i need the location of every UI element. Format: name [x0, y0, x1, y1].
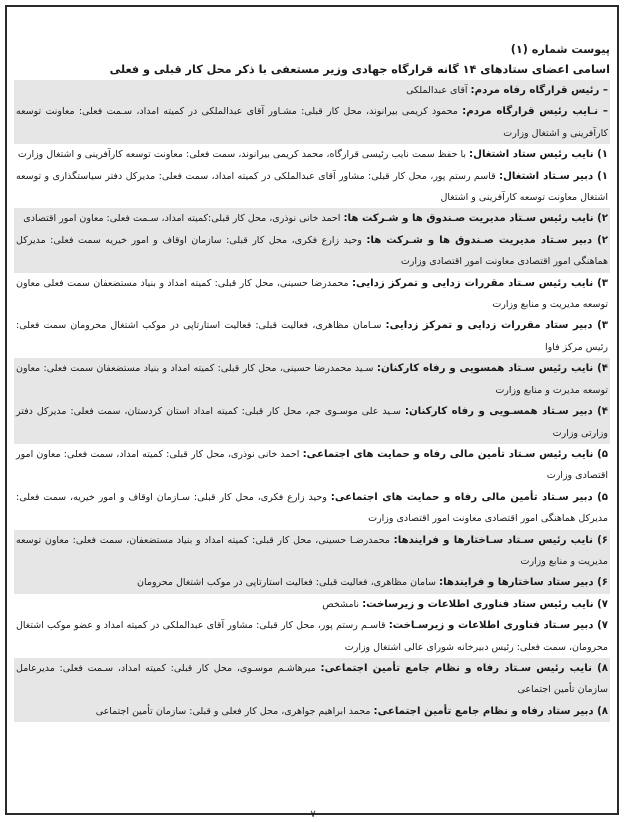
entry-label: ۶) دبیر ستاد ساختارها و فرایندها: — [439, 577, 608, 589]
list-item — [14, 530, 610, 573]
list-item — [14, 615, 610, 658]
entry-label: ۲) دبیر سـتاد مدیریت صـندوق ها و شـرکت ها: — [366, 234, 608, 246]
entry-text: احمد خانی نوذری، محل کار قبلی: کمیته امداد، سمت فعلی: معاون امور اقتصادی وزارت — [16, 448, 608, 482]
appendix-title: پیوست شماره (۱) — [510, 43, 610, 56]
entry-label: ۸) دبیر ستاد رفاه و نظام جامع تأمین اجتماعی: — [373, 705, 608, 717]
entry-label: ۴) دبیر سـتاد همسـویی و رفاه کارکنان: — [404, 406, 608, 418]
list-item — [14, 658, 610, 701]
list-item — [14, 487, 610, 530]
entry-text: احمد خانی نوذری، محل کار قبلی:کمیته امداد، سـمت فعلی: معاون امور اقتصادی — [23, 213, 344, 225]
entry-text: محمد ابراهیم جواهری، محل کار فعلی و قبلی: سازمان تأمین اجتماعی — [95, 705, 374, 717]
list-item — [14, 230, 610, 273]
list-item — [14, 208, 610, 229]
entry-text: وحید زارع فکری، محل کار قبلی: سـازمان اوقاف و امور خیریه، سمت فعلی: مدیرکل هماهنگی امور اقتصادی معاونت امور اقتصادی وزارت — [16, 491, 608, 525]
entry-text: آقای عبدالملکی — [406, 85, 471, 96]
document-subtitle: اسامی اعضای ستادهای ۱۴ گانه قرارگاه جهادی وزیر مستعفی با ذکر محل کار قبلی و فعلی — [109, 63, 610, 76]
list-item — [14, 101, 610, 144]
list-item — [14, 315, 610, 358]
document-body — [14, 40, 610, 722]
entry-label: ۶) نایب رئیس سـتاد سـاختارها و فرایندها: — [393, 534, 608, 546]
entry-text: محمود کریمی بیرانوند، محل کار قبلی: مشـاور آقای عبدالملکی در کمیته امداد، سـمت فعلی: معاونت توسعه کارآفرینی و اشتغال وزارت — [16, 106, 608, 139]
entry-text: سـامان مظاهری، فعالیت قبلی: فعالیت استارتاپی در موکب اشتغال محرومان سمت فعلی: رئیس مرکز فاوا — [16, 320, 608, 353]
list-item — [14, 358, 610, 401]
entry-text: سامان مظاهری، فعالیت قبلی: فعالیت استارتاپی در موکب اشتغال محرومان — [137, 577, 440, 589]
entry-label: – نـایب رئیس قرارگاه مردم: — [462, 106, 608, 118]
list-item — [14, 444, 610, 487]
entry-label: ۳) نایب رئیس سـتاد مقررات زدایی و تمرکز زدایی: — [351, 277, 608, 289]
page-number: ۷ — [310, 809, 316, 820]
list-item — [14, 144, 610, 165]
list-item — [14, 572, 610, 593]
entry-text: وحید زارع فکری، محل کار قبلی: سازمان اوقاف و امور خیریه سمت فعلی: مدیرکل هماهنگی امور اقتصادی معاونت امور اقتصادی وزارت — [16, 234, 608, 268]
entry-text: سـید محمدرضا حسینی، محل کار قبلی: کمیته امداد و بنیاد مستضعفان سمت فعلی: معاون توسعه مدیرت و منابع وزارت — [16, 363, 608, 396]
entry-text: نامشخص — [322, 598, 363, 610]
entry-label: ۴) نایب رئیس سـتاد همسویی و رفاه کارکنان: — [376, 363, 608, 375]
entry-text: میرهاشـم موسـوی، محل کار قبلی: کمیته امداد، سـمت فعلی: مدیرعامل سازمان تأمین اجتماعی — [16, 662, 608, 696]
entry-text: محمدرضـا حسینی، محل کار قبلی: کمیته امداد و بنیاد مستضعفان، سمت فعلی: معاون توسعه مدیریت و منابع وزارت — [16, 534, 608, 567]
entry-label: ۷) دبیر سـتاد فناوری اطلاعات و زیرسـاخت: — [388, 620, 608, 632]
list-item — [14, 401, 610, 444]
entry-label: ۵) نایب رئیس سـتاد تأمین مالی رفاه و حمایت های اجتماعی: — [302, 448, 608, 460]
list-item — [14, 166, 610, 209]
entries-list — [14, 80, 610, 722]
entry-label: ۵) دبیر سـتاد تأمین مالی رفاه و حمایت های اجتماعی: — [330, 491, 608, 503]
entry-label: ۳) دبیر ستاد مقررات زدایی و تمرکز زدایی: — [385, 320, 608, 332]
entry-text: قاسم رستم پور، محل کار قبلی: مشاور آقای عبدالملکی در کمیته امداد، سمت فعلی: مدیرکل دفتر سیاستگذاری و توسعه اشتغال معاونت توسعه کارآفرینی و اشتغال — [16, 170, 608, 204]
entry-label: ۱) نایب رئیس ستاد اشتغال: — [469, 149, 608, 161]
list-item — [14, 273, 610, 316]
list-item — [14, 80, 610, 101]
entry-label: – رئیس قرارگاه رفاه مردم: — [470, 85, 608, 96]
list-item — [14, 701, 610, 722]
list-item — [14, 594, 610, 615]
entry-text: قاسـم رستم پور، محل کار قبلی: مشاور آقای عبدالملکی در کمیته امداد و عضو موکب اشتغال محرومان، سمت فعلی: رئیس دبیرخانه شورای عالی اشتغال وزارت — [16, 620, 608, 653]
entry-text: سـید علی موسـوی جم، محل کار قبلی: کمیته امداد استان کردستان، سمت فعلی: مدیرکل دفتر وزارتی وزارت — [16, 406, 608, 439]
entry-text: با حفظ سمت نایب رئیسی قرارگاه، محمد کریمی بیرانوند، سمت فعلی: معاونت توسعه کارآفرینی و اشتغال وزارت — [17, 149, 470, 161]
entry-label: ۷) نایب رئیس ستاد فناوری اطلاعات و زیرساخت: — [362, 598, 608, 610]
entry-text: محمدرضا حسینی، محل کار قبلی: کمیته امداد و بنیاد مستضعفان سمت فعلی معاون توسعه مدیریت و منابع وزارت — [16, 277, 608, 311]
entry-label: ۲) نایب رئیس سـتاد مدیریت صـندوق ها و شـرکت ها: — [343, 213, 608, 225]
entry-label: ۸) نایب رئیس سـتاد رفاه و نظام جامع تأمین اجتماعی: — [320, 662, 608, 674]
entry-label: ۱) دبیر سـتاد اشتغال: — [499, 170, 608, 182]
